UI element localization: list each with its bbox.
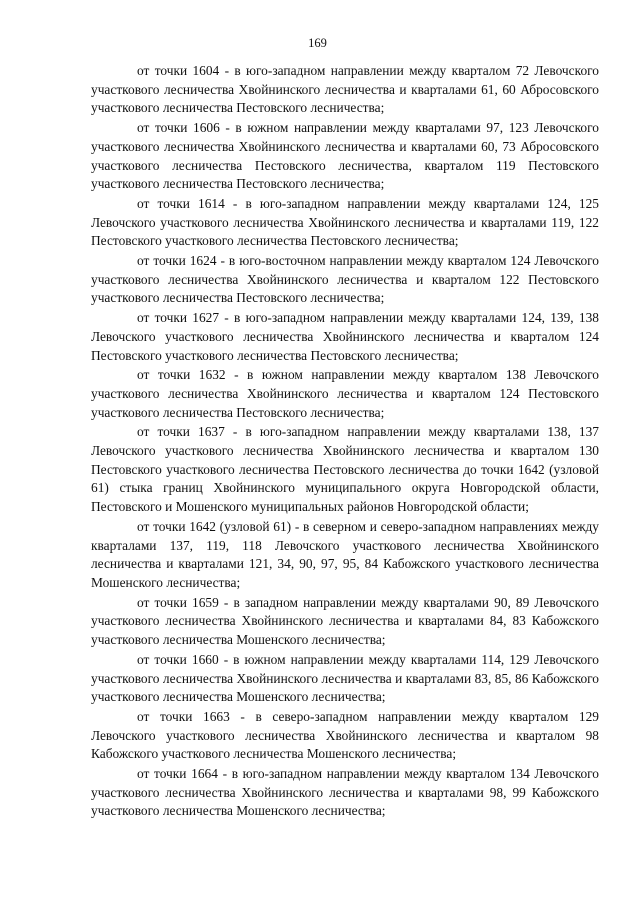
- boundary-paragraph: от точки 1642 (узловой 61) - в северном и северо-западном направлениях между кварталами 137, 119, 118 Левочского участкового лесничества Хвойнинского лесничества и кварталами 121, 34, 90, 97, 95, 84 Кабожского участкового лесничества Мошенского лесничества;: [91, 518, 599, 590]
- boundary-paragraph: от точки 1604 - в юго-западном направлении между кварталом 72 Левочского участкового лесничества Хвойнинского лесничества и кварталами 61, 60 Абросовского участкового лесничества Пестовского лесничества;: [91, 63, 599, 116]
- boundary-paragraph: от точки 1660 - в южном направлении между кварталами 114, 129 Левочского участкового лесничества Хвойнинского лесничества и кварталами 83, 85, 86 Кабожского участкового лесничества Мошенского лесничества;: [91, 651, 599, 705]
- boundary-paragraph: от точки 1614 - в юго-западном направлении между кварталами 124, 125 Левочского участкового лесничества Хвойнинского лесничества и кварталами 119, 122 Пестовского участкового лесничества Пестовского лесничества;: [91, 195, 599, 249]
- boundary-paragraph: от точки 1659 - в западном направлении между кварталами 90, 89 Левочского участкового лесничества Хвойнинского лесничества и кварталами 84, 83 Кабожского участкового лесничества Мошенского лесничества;: [91, 594, 599, 648]
- boundary-paragraph: от точки 1624 - в юго-восточном направлении между кварталом 124 Левочского участкового лесничества Хвойнинского лесничества и кварталом 122 Пестовского участкового лесничества Пестовского лесничества;: [91, 253, 599, 306]
- boundary-paragraph: от точки 1663 - в северо-западном направлении между кварталом 129 Левочского участкового лесничества Хвойнинского лесничества и кварталом 98 Кабожского участкового лесничества Мошенского лесничества;: [91, 708, 599, 762]
- boundary-paragraph: от точки 1632 - в южном направлении между кварталом 138 Левочского участкового лесничества Хвойнинского лесничества и кварталом 124 Пестовского участкового лесничества Пестовского лесничества;: [91, 367, 599, 420]
- boundary-paragraph: от точки 1664 - в юго-западном направлении между кварталом 134 Левочского участкового лесничества Хвойнинского лесничества и кварталами 98, 99 Кабожского участкового лесничества Мошенского лесничества;: [91, 766, 599, 819]
- document-body: [91, 62, 599, 822]
- boundary-paragraph: от точки 1627 - в юго-западном направлении между кварталами 124, 139, 138 Левочского участкового лесничества Хвойнинского лесничества и кварталом 124 Пестовского участкового лесничества Пестовского лесничества;: [91, 310, 599, 363]
- boundary-paragraph: от точки 1606 - в южном направлении между кварталами 97, 123 Левочского участкового лесничества Хвойнинского лесничества и кварталами 60, 73 Абросовского участкового лесничества Пестовского лесничества, кварталом 119 Пестовского участкового лесничества Пестовского лесничества;: [91, 120, 599, 192]
- boundary-paragraph: от точки 1637 - в юго-западном направлении между кварталами 138, 137 Левочского участкового лесничества Хвойнинского лесничества и кварталом 130 Пестовского участкового лесничества Пестовского лесничества до точки 1642 (узловой 61) стыка границ Хвойнинского муниципального округа Новгородской области, Пестовского и Мошенского муниципальных районов Новгородской области;: [91, 424, 599, 515]
- page-number: 169: [308, 36, 327, 50]
